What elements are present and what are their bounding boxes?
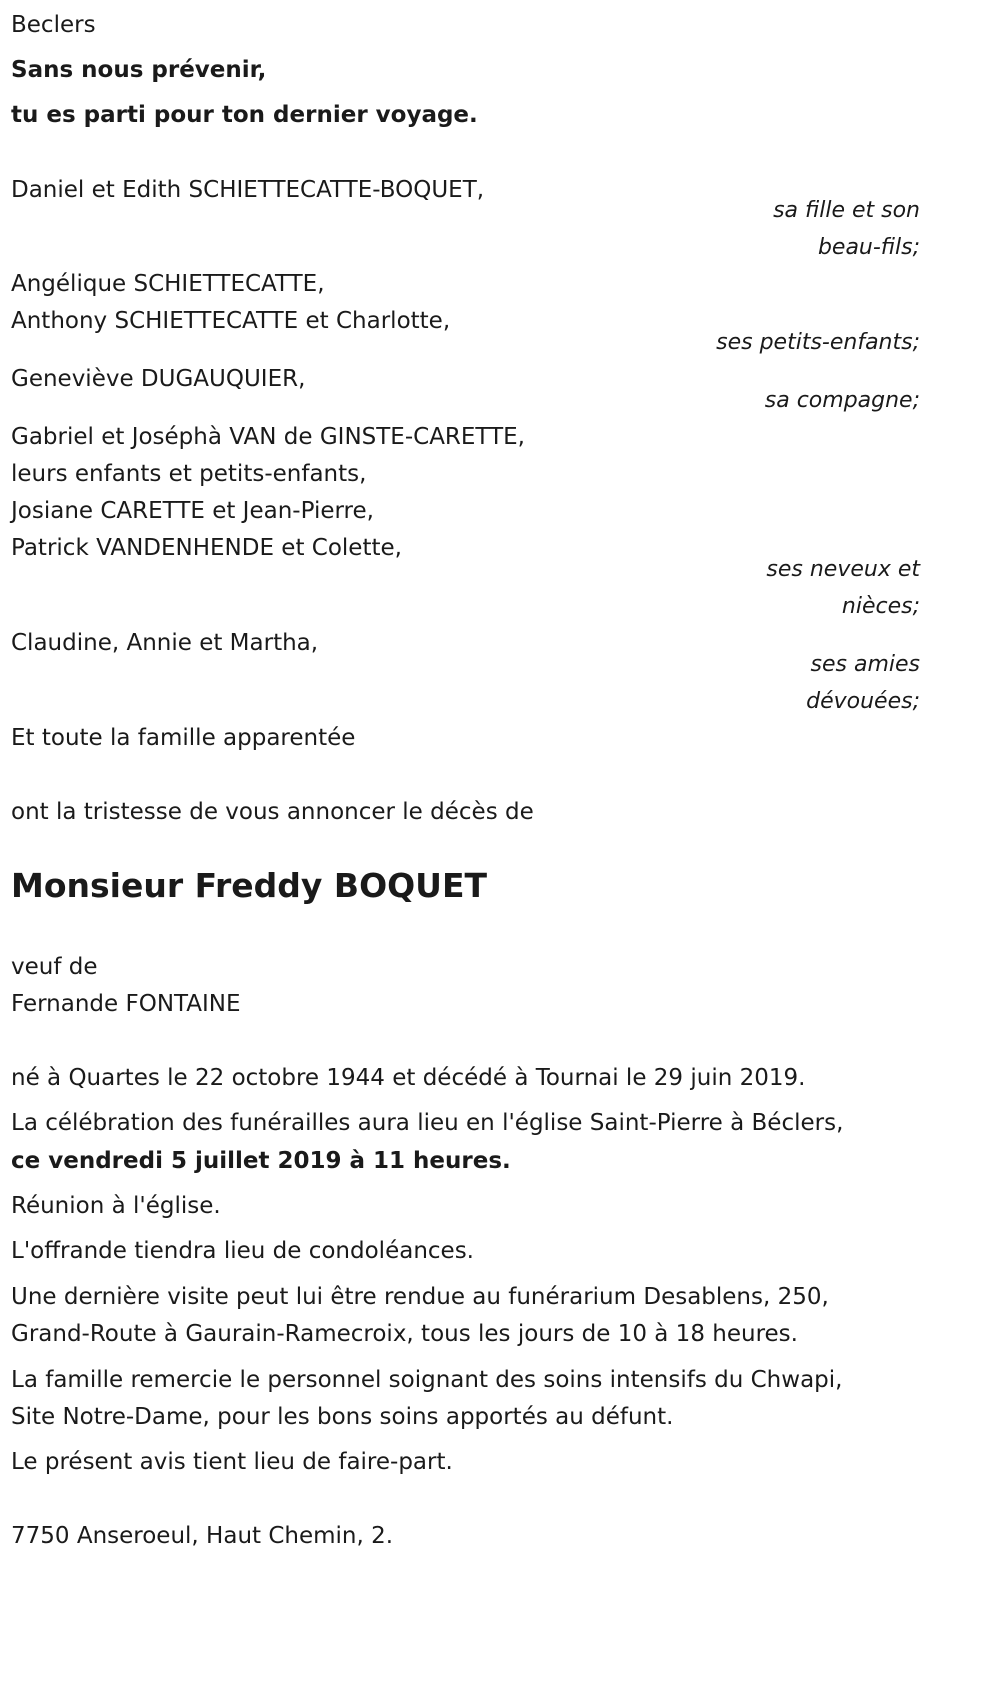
family-name: Angélique SCHIETTECATTE, — [11, 271, 325, 297]
village-name: Beclers — [11, 12, 96, 38]
relation-label: ses amies — [810, 652, 920, 677]
notice-line: Le présent avis tient lieu de faire-part. — [11, 1449, 453, 1475]
offering-line: L'offrande tiendra lieu de condoléances. — [11, 1238, 474, 1264]
relation-label: sa fille et son — [773, 198, 920, 223]
thanks-line-2: Site Notre-Dame, pour les bons soins apportés au défunt. — [11, 1404, 674, 1430]
family-name: Gabriel et Joséphà VAN de GINSTE-CARETTE, — [11, 424, 525, 450]
relation-label: beau-fils; — [817, 235, 920, 260]
relation-label: sa compagne; — [764, 388, 920, 413]
announcement-intro: ont la tristesse de vous annoncer le décès de — [11, 799, 534, 825]
family-closing: Et toute la famille apparentée — [11, 725, 356, 751]
relation-label: ses petits-enfants; — [716, 330, 920, 355]
relation-label: dévouées; — [806, 689, 920, 714]
deceased-name: Monsieur Freddy BOQUET — [11, 866, 488, 905]
visit-line-1: Une dernière visite peut lui être rendue au funérarium Desablens, 250, — [11, 1284, 829, 1310]
birth-death-line: né à Quartes le 22 octobre 1944 et décédé à Tournai le 29 juin 2019. — [11, 1065, 806, 1091]
family-name: Josiane CARETTE et Jean-Pierre, — [11, 498, 374, 524]
thanks-line-1: La famille remercie le personnel soignant des soins intensifs du Chwapi, — [11, 1367, 843, 1393]
family-name: Geneviève DUGAUQUIER, — [11, 366, 306, 392]
intro-line-2: tu es parti pour ton dernier voyage. — [11, 102, 478, 128]
meeting-line: Réunion à l'église. — [11, 1193, 221, 1219]
family-name: leurs enfants et petits-enfants, — [11, 461, 367, 487]
relation-label: ses neveux et — [766, 557, 920, 582]
family-name: Patrick VANDENHENDE et Colette, — [11, 535, 402, 561]
widower-label: veuf de — [11, 954, 98, 980]
family-name: Anthony SCHIETTECATTE et Charlotte, — [11, 308, 451, 334]
ceremony-line-2: ce vendredi 5 juillet 2019 à 11 heures. — [11, 1148, 511, 1174]
intro-line-1: Sans nous prévenir, — [11, 57, 267, 83]
family-name: Daniel et Edith SCHIETTECATTE-BOQUET, — [11, 177, 485, 203]
family-name: Claudine, Annie et Martha, — [11, 630, 319, 656]
ceremony-line-1: La célébration des funérailles aura lieu en l'église Saint-Pierre à Béclers, — [11, 1110, 844, 1136]
visit-line-2: Grand-Route à Gaurain-Ramecroix, tous les jours de 10 à 18 heures. — [11, 1321, 798, 1347]
spouse-name: Fernande FONTAINE — [11, 991, 241, 1017]
relation-label: nièces; — [841, 594, 920, 619]
family-address: 7750 Anseroeul, Haut Chemin, 2. — [11, 1523, 394, 1549]
